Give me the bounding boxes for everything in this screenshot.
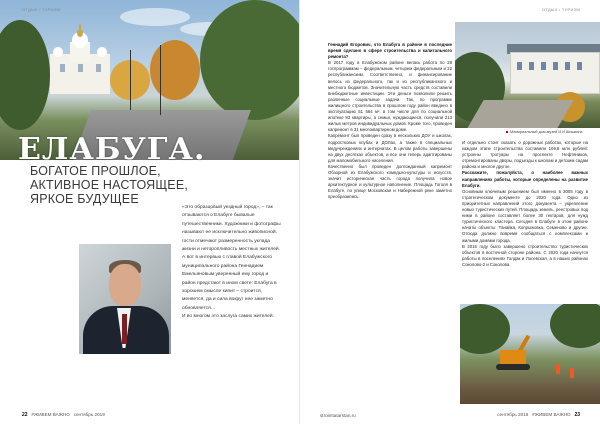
rubric-left: ОТДЫХ / ТУРИЗМ bbox=[22, 7, 61, 12]
portrait-photo bbox=[79, 244, 171, 354]
rubric-right: ОТДЫХ / ТУРИЗМ bbox=[541, 7, 580, 12]
interview-question: Геннадий Егорович, что Елабуга в районе в последние время сделано в сфере строительства и капитального ремонта? bbox=[328, 42, 452, 60]
photo-caption bbox=[506, 130, 583, 134]
website-credit: stroimtatarstan.ru bbox=[320, 413, 356, 418]
article-paragraph: Основным ключевым решением был именно в 2005 году в стратегическом документе до 2020 года. Одно из приоритетных направлений этого документа – укрепление новых туристических путей. Площадь земель, реестровых под ними в районе составляет более 30 гектаров, для нужд туристического кластера. Сегодня в Елабуге в этом районе начаты объекты: Танайка, Копрыжовка, Семеново и другие. Отсюда должно вовремя сообщаться с комплексами и жилыми домами города. bbox=[462, 188, 588, 243]
article-paragraph: В 2015 году было завершено строительство туристических объектов в восточной стороне района. С 2020 года начнутся работы в поселениях Голдак и Лосевская, а в наших районах Соколово-2 и Соколова. bbox=[462, 243, 588, 267]
cathedral-illustration bbox=[40, 24, 120, 94]
page-number: 22 bbox=[22, 412, 28, 418]
magazine-name: #ЖИВЕМ ВАЖНО bbox=[532, 412, 571, 417]
article-paragraph: И отдельно стоит сказать о дорожных работах, которые на каждом этапе строительства составили 106,8 млн рублей: устроены тротуары на проспекте Нефтяников, отремонтированы дворы, подъезды к школам и детским садам района и многое другое. bbox=[462, 140, 588, 170]
magazine-name: #ЖИВЕМ ВАЖНО bbox=[31, 412, 70, 417]
article-subtitle bbox=[30, 164, 200, 206]
article-paragraph: Капремонт был проведен сразу в нескольких ДОУ и школах, подростковых клубах и ДОЛах, а также в специальных медучреждениях и интернатах. В целом работы завершены на двух десятках объектов, и все они теперь адаптированы для маломобильного населения. bbox=[328, 133, 452, 163]
folio-right bbox=[497, 412, 580, 418]
quote-paragraph: И во многом это заслуга самих жителей. bbox=[182, 314, 274, 320]
intro-quote bbox=[182, 204, 282, 322]
caption-text: Мемориальный дом-музей И.И.Шишкина bbox=[510, 130, 583, 134]
article-title: ЕЛАБУГА. bbox=[18, 132, 206, 167]
page-number: 23 bbox=[574, 412, 580, 418]
photo-shishkin-museum bbox=[455, 22, 600, 128]
article-column-1 bbox=[328, 42, 452, 200]
article-paragraph: Качественно был проведен долгожданный капремонт Обзорной из Елабужского комедьно-культуры и искусств, значит историческая часть города получила новое архитектурное и культурное наполнение. Площадь Гоголя в Елабуге, по улице Московская и Набережной реке заметно преобразились. bbox=[328, 163, 452, 200]
subtitle-line: ЯРКОЕ БУДУЩЕЕ bbox=[30, 192, 139, 206]
article-column-2 bbox=[462, 140, 588, 268]
folio-left bbox=[22, 412, 105, 418]
right-page bbox=[300, 0, 600, 424]
issue-date: сентябрь 2019 bbox=[73, 412, 105, 417]
subtitle-line: БОГАТОЕ ПРОШЛОЕ, bbox=[30, 164, 161, 178]
interview-question: Расскажите, пожалуйста, о наиболее важных направлениях работы, которые определены на развитие Елабуги. bbox=[462, 170, 588, 188]
issue-date: сентябрь 2019 bbox=[497, 412, 529, 417]
subtitle-line: АКТИВНОЕ НАСТОЯЩЕЕ, bbox=[30, 178, 189, 192]
quote-paragraph: «Это образцовый уездный город», – так отзываются о Елабуге бывалые путешественники. Художники и фотографы называют ее исключительно живописной, гости отмечают размеренность уклада жизни и неторопливость местных жителей. bbox=[182, 205, 281, 253]
article-paragraph: В 2017 году в Елабужском районе велась работа по 28 госпрограммам – федеральным, четырем федеральным и 22 республиканским. Соответственно, и финансирование велось из федерального, так и из республиканского и местного бюджетов. Значительную часть средств составили внебюджетные инвестиции. Эти деньги позволили решить различные социальные задачи. Так, по программе жилищного строительства в прошлом году район введено в эксплуатацию 51 564 м², в том числе для по социальной ипотеке 83 квартиры, а семьи, нуждающиеся, получили 213 жилых метров индивидуальных домов. Кроме того, проведен капремонт в 31 многоквартирном доме. bbox=[328, 60, 452, 133]
photo-construction-site bbox=[460, 304, 600, 404]
quote-paragraph: А вот в интервью с главой Елабужского муниципального района Геннадием Емельяновым уверенный ему город и район предстают в ином свете: Елабуга в хорошем смысле кипит – строится, меняется, да и сила вокруг нее заметно обновляется… bbox=[182, 255, 277, 311]
